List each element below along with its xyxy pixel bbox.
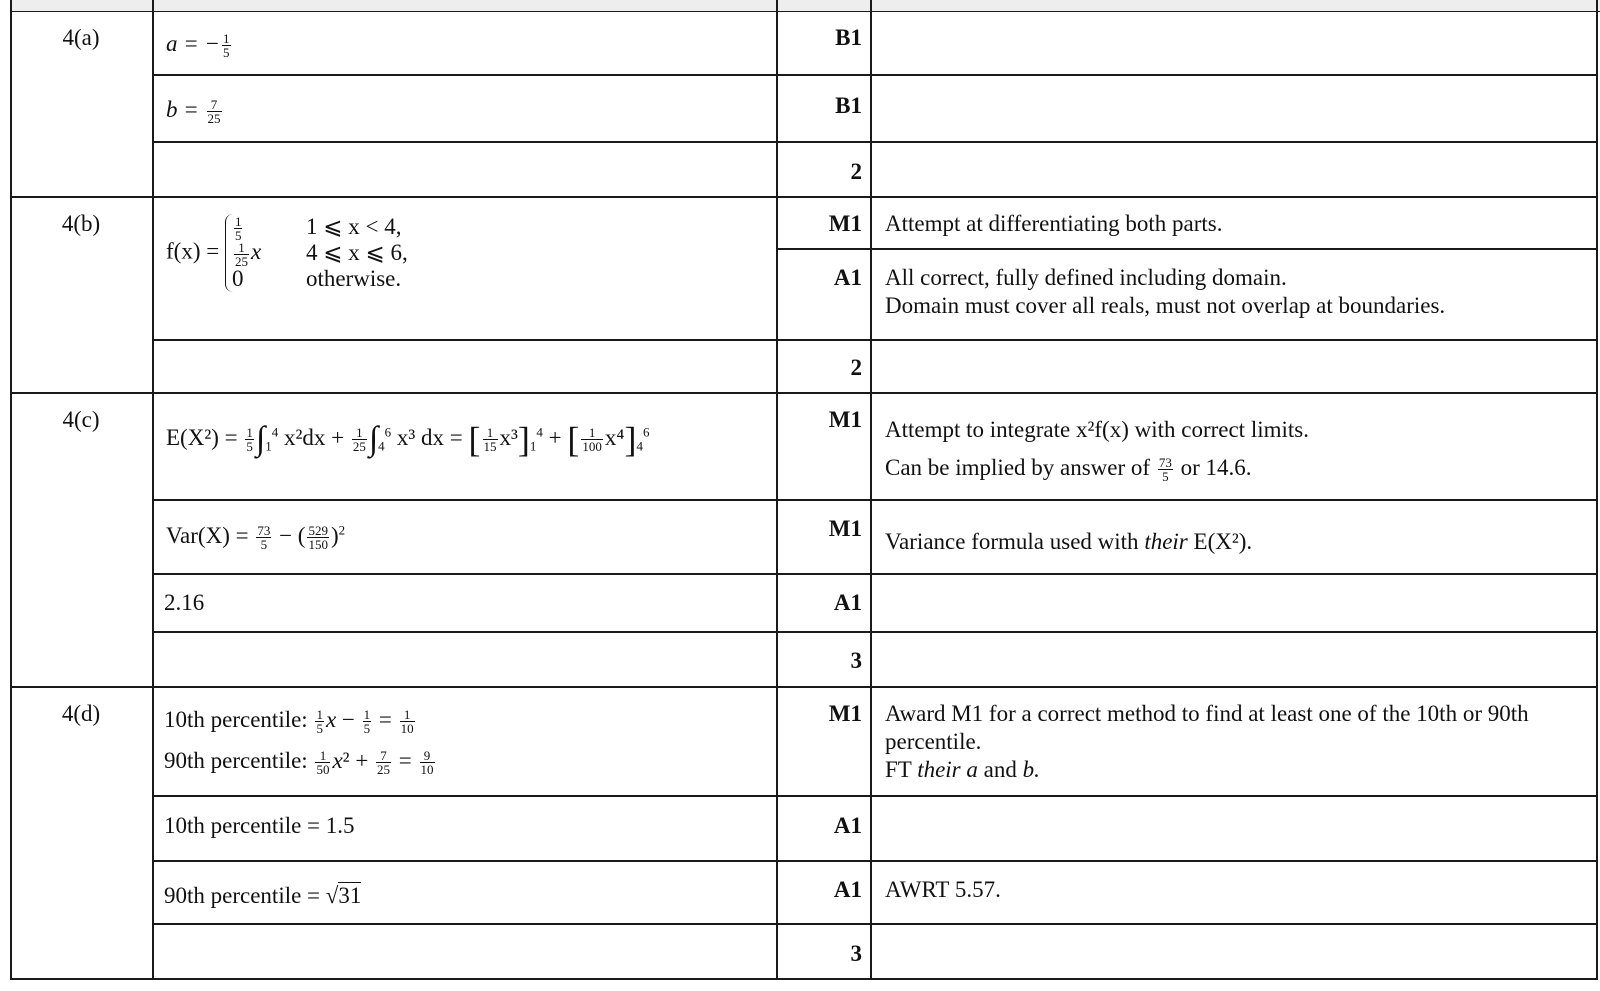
final-answer: 2.16 [164, 590, 205, 615]
answer-piecewise [166, 214, 766, 292]
mark-code: A1 [833, 877, 862, 902]
answer-text: b = [166, 97, 199, 122]
question-label: 4(c) [62, 407, 100, 432]
answer-10th: 10th percentile = 1.5 [164, 813, 355, 838]
row-divider [10, 392, 1598, 394]
column-divider [152, 0, 154, 980]
mark-code: A1 [833, 813, 862, 838]
mark-code: M1 [828, 407, 862, 432]
answer-text: a = − [166, 31, 221, 56]
mark-total: 2 [850, 355, 862, 380]
condition-1: 1 ⩽ x < 4, [305, 214, 402, 239]
mark-code: A1 [833, 590, 862, 615]
subrow-divider [152, 499, 1598, 501]
subrow-divider [152, 860, 1598, 862]
mark-code: M1 [828, 701, 862, 726]
table-border-right [1596, 0, 1598, 980]
condition-3: otherwise. [305, 266, 402, 291]
mark-code: B1 [835, 93, 862, 118]
guidance-text: All correct, fully defined including domain. Domain must cover all reals, must not overlap at boundaries. [885, 265, 1446, 318]
fraction: $\frac{1}{5}$ [223, 31, 230, 61]
mark-total: 3 [850, 648, 862, 673]
answer-b [166, 96, 766, 125]
piecewise-brace: $\frac{1}{5}$ 1 ⩽ x < 4, $\frac{1}{25}$ x 4 ⩽ x ⩽ 6, 0 otherwise. [225, 214, 408, 292]
guidance-text: AWRT 5.57. [885, 877, 1001, 902]
answer-90th: 90th percentile = √31 [164, 883, 362, 908]
subrow-divider [152, 573, 1598, 575]
subrow-divider [152, 795, 1598, 797]
mark-code: A1 [833, 265, 862, 290]
row-divider [10, 978, 1598, 980]
guidance-text: Variance formula used with their E(X²). [885, 529, 1253, 554]
fraction: $\frac{7}{25}$ [207, 97, 221, 127]
subrow-divider [152, 631, 1598, 633]
answer-a [166, 30, 766, 59]
table-header-strip [10, 0, 1600, 12]
subrow-divider [776, 248, 1598, 250]
question-label: 4(b) [61, 211, 101, 236]
guidance-text: Award M1 for a correct method to find at least one of the 10th or 90th percentile. FT their a and b. [885, 701, 1529, 782]
row-divider [10, 196, 1598, 198]
table-border-left [10, 0, 12, 980]
subrow-divider [152, 141, 1598, 143]
function-lhs: f(x) = [166, 238, 220, 264]
subrow-divider [152, 74, 1598, 76]
mark-code: B1 [835, 25, 862, 50]
row-divider [10, 686, 1598, 688]
mark-total: 3 [850, 941, 862, 966]
answer-variance: Var(X) = $\frac{73}{5}$ − ( $\frac{529}{150}$ )$^2$ [166, 522, 346, 553]
condition-2: 4 ⩽ x ⩽ 6, [305, 240, 408, 265]
mark-code: M1 [828, 516, 862, 541]
answer-expectation: E(X²) = $\frac{1}{5}$ $\int_1^4$ x²dx + $\frac{1}{25}$ $\int_4^6$ x³ dx = [ $\frac{1}{15}$ $x^3]_1^4$ + [ $\frac{1}{100}$ $x^4]_4^6$ [166, 419, 650, 460]
subrow-divider [152, 339, 1598, 341]
guidance-text: Attempt at differentiating both parts. [885, 211, 1223, 236]
question-label: 4(d) [61, 701, 101, 726]
answer-percentiles: 10th percentile: $\frac{1}{5}$ x − $\frac{1}{5}$ = $\frac{1}{10}$ 90th percentile: $\frac{1}{50}$ x² + $\frac{7}{25}$ = $\frac{9}{10}$ [164, 707, 434, 778]
subrow-divider [152, 923, 1598, 925]
mark-total: 2 [850, 159, 862, 184]
mark-code: M1 [828, 211, 862, 236]
question-label: 4(a) [62, 25, 100, 50]
guidance-text: Attempt to integrate x²f(x) with correct limits. Can be implied by answer of $\frac{73}{5}$ or 14.6. [885, 417, 1309, 485]
